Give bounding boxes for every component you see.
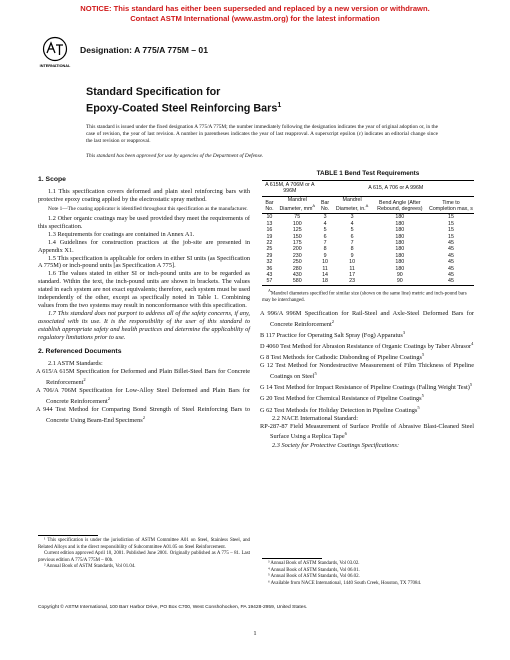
para-1-4: 1.4 Guidelines for construction practices at the job-site are presented in Appendix X1. — [38, 238, 250, 254]
table-cell: 90 — [396, 272, 403, 278]
reference-item: G 12 Test Method for Nondestructive Measurement of Film Thickness of Pipeline Coatings on Steel$^5$ — [260, 362, 474, 381]
refs-right-list — [262, 310, 474, 414]
table-cell: 18 — [318, 278, 333, 285]
notice-line-1: NOTICE: This standard has either been superseded and replaced by a new version or withdrawn. — [80, 4, 430, 13]
table-cell: 29 — [266, 252, 273, 259]
table-cell: 15 — [448, 227, 454, 234]
table-cell: 9 — [323, 252, 327, 259]
table-column-header: Bar No. — [318, 196, 333, 214]
reference-item: A 706/A 706M Specification for Low-Alloy Steel Deformed and Plain Bars for Concrete Reinforcement$^2$ — [36, 386, 250, 405]
bend-test-table — [262, 180, 474, 286]
table-cell: 32 — [266, 259, 273, 266]
table-cell: 180 — [395, 220, 405, 227]
table-cell: 250 — [292, 259, 302, 266]
reference-item: A 944 Test Method for Comparing Bond Strength of Steel Reinforcing Bars to Concrete Using Beam-End Specimens$^2$ — [36, 405, 250, 424]
reference-item: RP-287-87 Field Measurement of Surface Profile of Abrasive Blast-Cleaned Steel Surface Using a Replica Tape$^6$ — [260, 422, 474, 441]
table-column-header: Mandrel Diameter, $mm^A$ — [277, 196, 318, 214]
table-cell: 180 — [395, 259, 405, 266]
reference-item: G 62 Test Methods for Holiday Detection in Pipeline Coatings$^5$ — [260, 404, 420, 414]
table-cell: 150 — [292, 233, 302, 240]
footnote: ¹ This specification is under the jurisdiction of ASTM Committee A01 on Steel, Stainless Steel, and Related Alloys and is the direct responsibility of Subcommittee A01.05 on Steel Reinforcement. — [38, 538, 250, 550]
table-cell: 230 — [292, 252, 302, 259]
right-column — [262, 170, 474, 449]
para-1-7: 1.7 This standard does not purport to address all of the safety concerns, if any, associated with its use. It is the responsibility of the user of this standard to establish appropriate safety and health practices and determine the applicability of regulatory limitations prior to use. — [38, 310, 250, 342]
table-cell: 45 — [448, 246, 454, 253]
table-cell: 5 — [350, 227, 354, 234]
table-cell: 10 — [322, 259, 329, 266]
table-cell: 15 — [448, 233, 454, 240]
table-footnote: $^A$Mandrel diameters specified for similar size (shown on the same line) metric and inch-pound bars may be interchanged. — [262, 287, 467, 303]
table-cell: 180 — [395, 214, 405, 221]
astm-standards-label: 2.1 ASTM Standards: — [48, 359, 103, 367]
table-cell: 10 — [266, 214, 273, 221]
table-cell: 7 — [350, 239, 354, 246]
table-cell: 8 — [350, 246, 354, 253]
table-cell: 75 — [294, 214, 301, 221]
reference-item: A 996/A 996M Specification for Rail-Steel and Axle-Steel Deformed Bars for Concrete Reinforcement$^2$ — [260, 310, 474, 329]
table-row — [262, 278, 474, 285]
table-cell: 19 — [266, 233, 273, 240]
footnotes-right — [262, 558, 474, 587]
footnote: ² Annual Book of ASTM Standards, Vol 01.04. — [44, 564, 136, 569]
table-column-header: Time to Completion max, s — [428, 196, 474, 214]
table-column-header: Mandrel Diameter, in.$^A$ — [333, 196, 372, 214]
section-heading-refs: 2. Referenced Documents — [38, 348, 122, 356]
copyright-line: Copyright © ASTM International, 100 Barr Harbor Drive, PO Box C700, West Conshohocken, PA 19428-2959, United States. — [38, 605, 308, 610]
table-cell: 45 — [448, 272, 454, 278]
para-1-2: 1.2 Other organic coatings may be used provided they meet the requirements of this specification. — [38, 214, 250, 230]
table-row — [262, 214, 474, 221]
table-cell: 13 — [266, 220, 273, 227]
table-cell: 6 — [323, 233, 327, 240]
table-group-inch: A 615, A 706 or A 996M — [318, 180, 474, 196]
table-cell: 45 — [448, 239, 454, 246]
footnote: ⁵ Annual Book of ASTM Standards, Vol 06.02. — [268, 574, 360, 579]
table-cell: 3 — [323, 214, 327, 221]
table-cell: 200 — [292, 246, 302, 253]
table-cell: 580 — [277, 278, 318, 285]
table-cell: 9 — [350, 252, 354, 259]
table-cell: 45 — [448, 259, 454, 266]
document-title — [86, 86, 281, 116]
table-column-header: Bar No. — [262, 196, 277, 214]
para-1-5: 1.5 This specification is applicable for orders in either SI units (as Specification A 775M) or inch-pound units [as Specification A 775]. — [38, 254, 250, 270]
table-cell: 180 — [395, 233, 405, 240]
logo-subtext: INTERNATIONAL — [39, 64, 71, 68]
table-cell: 15 — [448, 220, 454, 227]
footnote: ⁴ Annual Book of ASTM Standards, Vol 06.01. — [268, 567, 360, 573]
table-cell: 180 — [395, 227, 405, 234]
para-1-6: 1.6 The values stated in either SI or inch-pound units are to be regarded as standard. Within the text, the inch-pound units are shown in brackets. The values stated in each system are not exact equivalents; therefore, each system must be used independently of the other, except as specifically noted in Table 1. Combining values from the two systems may result in nonconformance with this specification. — [38, 270, 250, 310]
table-cell: 180 — [395, 265, 405, 272]
nace-item — [262, 423, 474, 442]
table-cell: 45 — [448, 252, 454, 259]
table-cell: 11 — [349, 265, 355, 272]
table-cell: 17 — [349, 272, 356, 278]
table-cell: 14 — [322, 272, 329, 278]
table-cell: 25 — [266, 246, 273, 253]
table-cell: 43 — [266, 272, 273, 278]
left-column — [38, 170, 250, 425]
sspc-label: 2.3 Society for Protective Coatings Specifications: — [272, 441, 400, 449]
reference-item: A 615/A 615M Specification for Deformed and Plain Billet-Steel Bars for Concrete Reinforcement$^2$ — [36, 367, 250, 386]
footnote: ³ Annual Book of ASTM Standards, Vol 03.02. — [268, 561, 360, 566]
table-cell: 57 — [262, 278, 277, 285]
table-cell: 10 — [349, 259, 356, 266]
table-cell: 15 — [448, 214, 454, 221]
superseded-notice — [0, 4, 510, 23]
refs-left-list — [38, 368, 250, 425]
title-line-2: Epoxy-Coated Steel Reinforcing Bars$^1$ — [86, 102, 282, 115]
dod-statement: This standard has been approved for use by agencies of the Department of Defense. — [86, 153, 264, 159]
note-1: Note 1—The coating applicator is identified throughout this specification as the manufacturer. — [48, 205, 248, 212]
table-cell: 4 — [350, 220, 354, 227]
table-cell: 16 — [266, 227, 273, 234]
table-cell: 280 — [292, 265, 302, 272]
footnotes-left — [38, 535, 250, 571]
table-group-metric: A 615M, A 706M or A 996M — [262, 180, 318, 196]
table-cell: 180 — [395, 239, 405, 246]
para-1-1: 1.1 This specification covers deformed and plain steel reinforcing bars with protective epoxy coating applied by the electrostatic spray method. — [38, 187, 250, 203]
table-cell: 36 — [266, 265, 273, 272]
footnote: ⁶ Available from NACE International, 1440 South Creek, Houston, TX 77084. — [268, 580, 422, 586]
table-cell: 175 — [292, 239, 302, 246]
table-cell: 180 — [395, 246, 405, 253]
section-heading-scope: 1. Scope — [38, 176, 66, 183]
reference-item: G 8 Test Methods for Cathodic Disbonding of Pipeline Coatings$^5$ — [260, 352, 425, 362]
para-1-3: 1.3 Requirements for coatings are contained in Annex A1. — [48, 230, 195, 238]
table-cell: 45 — [448, 265, 454, 272]
reference-item: D 4060 Test Method for Abrasion Resistance of Organic Coatings by Taber Abrasor$^4$ — [260, 341, 474, 351]
issuance-statement: This standard is issued under the fixed designation A 775/A 775M; the number immediately following the designation indicates the year of original adoption or, in the case of revision, the year of last revision. A number in parentheses indicates the year of last reapproval. A superscript epsilon (ε) indicates an editorial change since the last revision or reapproval. — [86, 124, 438, 144]
table-cell: 5 — [323, 227, 327, 234]
table-column-header: Bend Angle (After Rebound, degrees) — [372, 196, 428, 214]
table-cell: 100 — [292, 220, 302, 227]
table-cell: 45 — [428, 278, 474, 285]
reference-item: B 117 Practice for Operating Salt Spray (Fog) Apparatus$^3$ — [260, 330, 406, 340]
table-cell: 23 — [333, 278, 372, 285]
table-cell: 8 — [323, 246, 327, 253]
page-number: 1 — [253, 630, 257, 637]
designation: Designation: A 775/A 775M – 01 — [80, 45, 208, 55]
footnote: Current edition approved April 10, 2001. Published June 2001. Originally published as A 775 – 81. Last previous edition A 775/A 775M – 00b. — [38, 551, 250, 563]
table-cell: 125 — [292, 227, 302, 234]
title-line-1: Standard Specification for — [86, 86, 221, 98]
astm-logo-icon — [39, 36, 71, 70]
table-cell: 6 — [350, 233, 354, 240]
nace-label: 2.2 NACE International Standard: — [272, 414, 359, 422]
table-cell: 3 — [350, 214, 354, 221]
table-cell: 11 — [322, 265, 328, 272]
table-cell: 90 — [372, 278, 428, 285]
table-1-title: TABLE 1 Bend Test Requirements — [316, 170, 420, 177]
table-cell: 22 — [266, 239, 273, 246]
notice-line-2: Contact ASTM International (www.astm.org) for the latest information — [130, 13, 380, 23]
table-cell: 180 — [395, 252, 405, 259]
reference-item: G 20 Test Method for Chemical Resistance of Pipeline Coatings$^5$ — [260, 393, 424, 403]
table-cell: 4 — [323, 220, 327, 227]
reference-item: G 14 Test Method for Impact Resistance of Pipeline Coatings (Falling Weight Test)$^5$ — [260, 382, 473, 392]
table-cell: 7 — [323, 239, 327, 246]
table-cell: 430 — [292, 272, 302, 278]
